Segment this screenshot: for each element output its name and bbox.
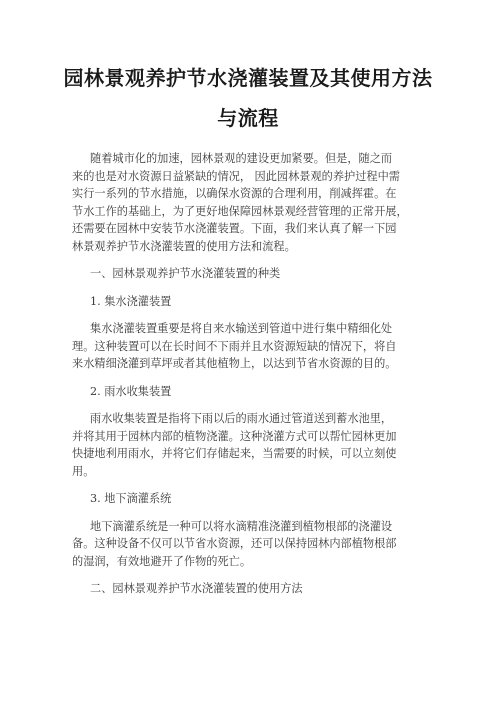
document-title: 园林景观养护节水浇灌装置及其使用方法 bbox=[63, 66, 433, 90]
section-heading: 二、园林景观养护节水浇灌装置的使用方法 bbox=[90, 582, 303, 595]
text-line: 节水工作的基础上，为了更好地保障园林景观经营管理的正常开展， bbox=[72, 204, 408, 218]
text-line: 理。这种装置可以在长时间不下雨并且水资源短缺的情况下，将自 bbox=[72, 339, 397, 353]
text-line: 来水精细浇灌到草坪或者其他植物上，以达到节省水资源的目的。 bbox=[72, 357, 397, 370]
text-line: 并将其用于园林内部的植物浇灌。这种浇灌方式可以帮忙园林更加 bbox=[72, 429, 397, 443]
section-heading: 一、园林景观养护节水浇灌装置的种类 bbox=[90, 267, 281, 280]
text-line: 林景观养护节水浇灌装置的使用方法和流程。 bbox=[72, 239, 296, 253]
text-line: 实行一系列的节水措施，以确保水资源的合理利用，削减挥霍。在 bbox=[72, 187, 397, 200]
text-line: 快捷地利用雨水，并将它们存储起来，当需要的时候，可以立刻使 bbox=[72, 447, 397, 460]
document-body bbox=[72, 150, 442, 598]
item-paragraph bbox=[72, 518, 442, 571]
item-paragraph bbox=[72, 410, 442, 480]
text-line: 来的也是对水资源日益紧缺的情况， 因此园林景观的养护过程中需 bbox=[72, 169, 400, 183]
item-paragraph bbox=[72, 320, 442, 373]
item-heading: 1. 集水浇灌装置 bbox=[90, 294, 172, 308]
text-line: 地下滴灌系统是一种可以将水滴精准浇灌到植物根部的浇灌设 bbox=[90, 519, 393, 533]
item-heading: 2. 雨水收集装置 bbox=[90, 384, 172, 398]
text-line: 集水浇灌装置重要是将自来水输送到管道中进行集中精细化处 bbox=[90, 322, 393, 335]
text-line: 随着城市化的加速，园林景观的建设更加紧要。但是，随之而 bbox=[90, 152, 393, 165]
item-heading: 3. 地下滴灌系统 bbox=[90, 492, 172, 505]
text-line: 还需要在园林中安装节水浇灌装置。下面，我们来认真了解一下园 bbox=[72, 222, 397, 235]
text-line: 雨水收集装置是指将下雨以后的雨水通过管道送到蓄水池里， bbox=[90, 412, 393, 425]
document-title-continued: 与流程 bbox=[217, 106, 279, 130]
text-line: 用。 bbox=[72, 464, 95, 478]
intro-paragraph bbox=[72, 150, 442, 255]
text-line: 的湿润，有效地避开了作物的死亡。 bbox=[72, 554, 252, 568]
text-line: 备。这种设备不仅可以节省水资源，还可以保持园林内部植物根部 bbox=[72, 537, 397, 550]
